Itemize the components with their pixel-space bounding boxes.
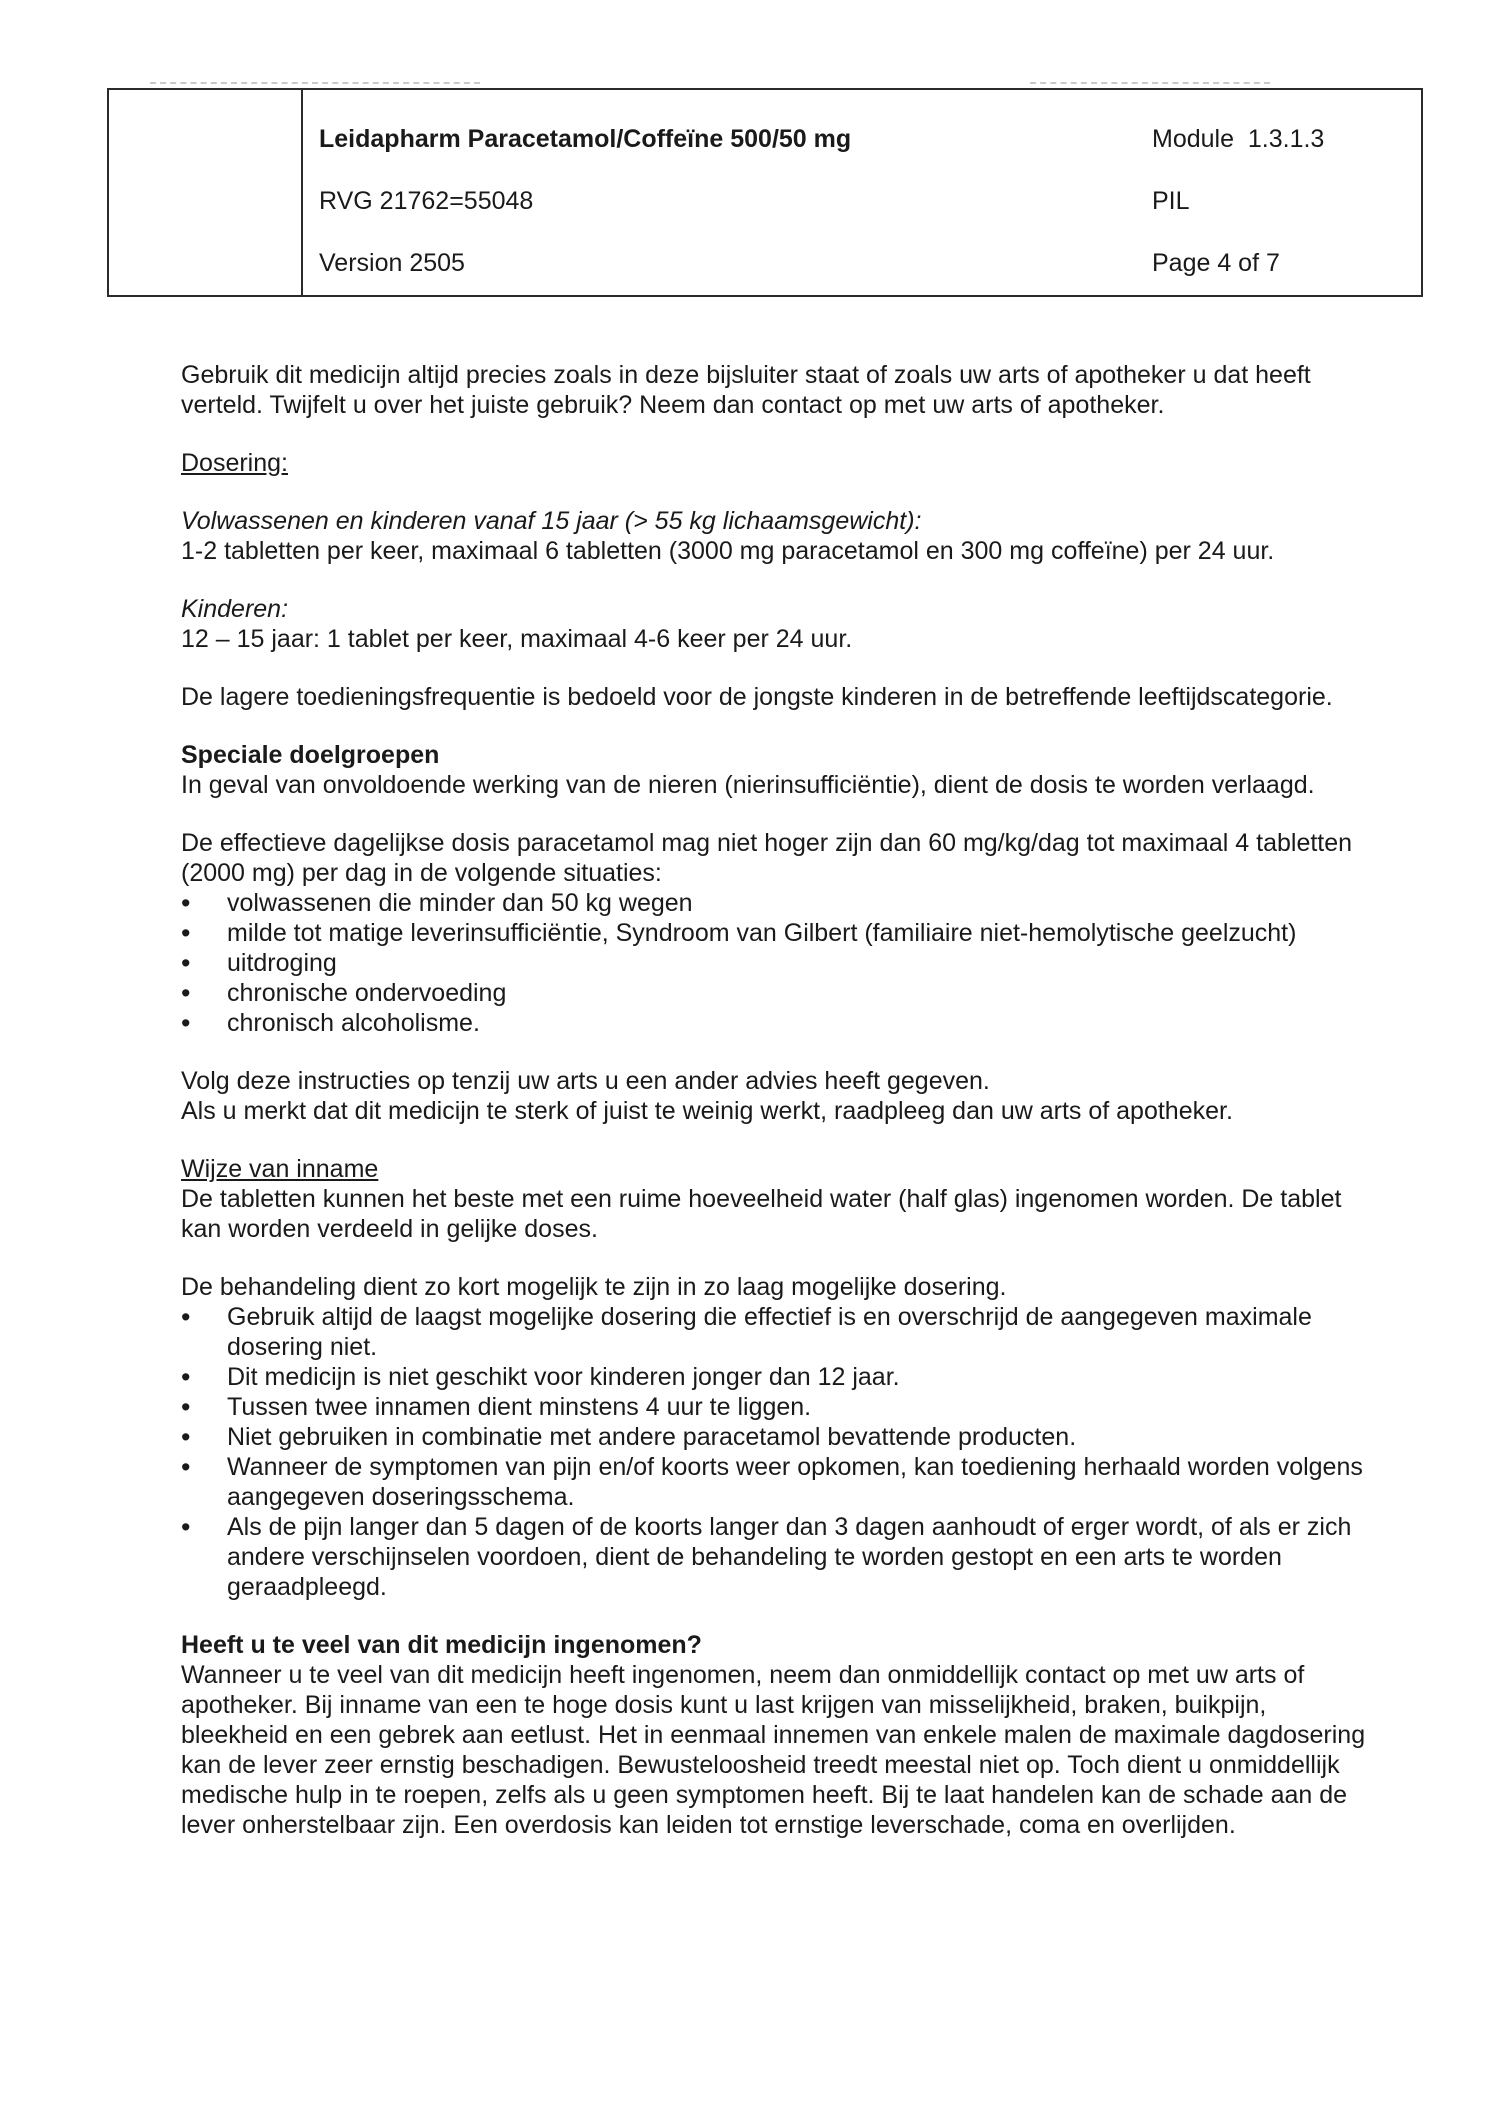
lagere-paragraph: De lagere toedieningsfrequentie is bedoeld voor de jongste kinderen in de betreffende leeftijdscategorie. (181, 683, 1333, 711)
header-row-3 (319, 248, 1421, 278)
effectieve-section (181, 828, 1366, 1038)
volg-line-1: Volg deze instructies op tenzij uw arts u een ander advies heeft gegeven. (181, 1067, 990, 1095)
volwassenen-section (181, 506, 1366, 566)
scan-artifact-line (1030, 82, 1270, 84)
overdose-text: Wanneer u te veel van dit medicijn heeft ingenomen, neem dan onmiddellijk contact op met uw arts of apotheker. Bij inname van een te hoge dosis kunt u last krijgen van misselijkheid, braken, buikpijn, bleekheid en een gebrek aan eetlust. Het in eenmaal innemen van enkele malen de maximale dagdosering kan de lever zeer ernstig beschadigen. Bewusteloosheid treedt meestal niet op. Toch dient u onmiddellijk medische hulp in te roepen, zelfs als u geen symptomen heeft. Bij te laat handelen kan de schade aan de lever onherstelbaar zijn. Een overdosis kan leiden tot ernstige leverschade, coma en overlijden. (181, 1661, 1366, 1839)
volwassenen-heading: Volwassenen en kinderen vanaf 15 jaar (> 55 kg lichaamsgewicht): (181, 507, 922, 535)
list-item (181, 1008, 1366, 1038)
volg-section (181, 1066, 1366, 1126)
kinderen-section (181, 594, 1366, 654)
bullet-icon: • (181, 1302, 191, 1332)
overdose-section (181, 1630, 1366, 1840)
list-item (181, 918, 1366, 948)
scan-artifact-line (150, 82, 480, 84)
module-label: Module 1.3.1.3 (1152, 125, 1325, 153)
list-item (181, 1422, 1366, 1452)
list-item-text: milde tot matige leverinsufficiëntie, Syndroom van Gilbert (familiaire niet-hemolytische geelzucht) (227, 919, 1297, 947)
speciale-heading: Speciale doelgroepen (181, 741, 440, 769)
body-text (181, 360, 1366, 1868)
behandeling-section (181, 1272, 1366, 1602)
list-item-text: Wanneer de symptomen van pijn en/of koorts weer opkomen, kan toediening herhaald worden volgens aangegeven doseringsschema. (227, 1453, 1363, 1511)
effectieve-text: De effectieve dagelijkse dosis paracetamol mag niet hoger zijn dan 60 mg/kg/dag tot maximaal 4 tabletten (2000 mg) per dag in de volgende situaties: (181, 829, 1353, 887)
rvg-number: RVG 21762=55048 (319, 187, 534, 215)
list-item-text: chronisch alcoholisme. (227, 1009, 480, 1037)
list-item (181, 1512, 1366, 1602)
list-item-text: Als de pijn langer dan 5 dagen of de koorts langer dan 3 dagen aanhoudt of erger wordt, of als er zich andere verschijnselen voordoen, dient de behandeling te worden gestopt en een arts te worden geraadpleegd. (227, 1513, 1352, 1601)
header-cell-empty (109, 90, 303, 295)
list-item-text: Gebruik altijd de laagst mogelijke dosering die effectief is en overschrijd de aangegeven maximale dosering niet. (227, 1303, 1312, 1361)
list-item (181, 1392, 1366, 1422)
volg-line-2: Als u merkt dat dit medicijn te sterk of juist te weinig werkt, raadpleeg dan uw arts of apotheker. (181, 1097, 1233, 1125)
wijze-section (181, 1154, 1366, 1244)
bullet-icon: • (181, 1452, 191, 1482)
header-row-1 (319, 124, 1421, 154)
overdose-heading: Heeft u te veel van dit medicijn ingenomen? (181, 1631, 702, 1659)
list-item (181, 948, 1366, 978)
bullet-icon: • (181, 1512, 191, 1542)
product-title: Leidapharm Paracetamol/Coffeïne 500/50 mg (319, 125, 852, 153)
volwassenen-text: 1-2 tabletten per keer, maximaal 6 tabletten (3000 mg paracetamol en 300 mg coffeïne) per 24 uur. (181, 537, 1275, 565)
list-item-text: volwassenen die minder dan 50 kg wegen (227, 889, 693, 917)
bullet-icon: • (181, 1392, 191, 1422)
speciale-text: In geval van onvoldoende werking van de nieren (nierinsufficiëntie), dient de dosis te worden verlaagd. (181, 771, 1315, 799)
header-table (107, 88, 1423, 297)
wijze-heading: Wijze van inname (181, 1155, 379, 1183)
doc-type-label: PIL (1152, 187, 1190, 215)
situaties-list (181, 888, 1366, 1038)
list-item-text: uitdroging (227, 949, 337, 977)
list-item (181, 978, 1366, 1008)
bullet-icon: • (181, 918, 191, 948)
dosering-heading: Dosering: (181, 449, 288, 477)
kinderen-text: 12 – 15 jaar: 1 tablet per keer, maximaal 4-6 keer per 24 uur. (181, 625, 853, 653)
bullet-icon: • (181, 948, 191, 978)
bullet-icon: • (181, 1362, 191, 1392)
bullet-icon: • (181, 978, 191, 1008)
header-cell-content (303, 90, 1421, 295)
list-item-text: Niet gebruiken in combinatie met andere paracetamol bevattende producten. (227, 1423, 1077, 1451)
list-item-text: chronische ondervoeding (227, 979, 507, 1007)
kinderen-heading: Kinderen: (181, 595, 289, 623)
page-number: Page 4 of 7 (1152, 249, 1280, 277)
intro-paragraph: Gebruik dit medicijn altijd precies zoals in deze bijsluiter staat of zoals uw arts of apotheker u dat heeft verteld. Twijfelt u over het juiste gebruik? Neem dan contact op met uw arts of apotheker. (181, 361, 1311, 419)
behandeling-text: De behandeling dient zo kort mogelijk te zijn in zo laag mogelijke dosering. (181, 1273, 1007, 1301)
bullet-icon: • (181, 1422, 191, 1452)
list-item (181, 1452, 1366, 1512)
version-label: Version 2505 (319, 249, 465, 277)
speciale-section (181, 740, 1366, 800)
list-item-text: Tussen twee innamen dient minstens 4 uur te liggen. (227, 1393, 812, 1421)
wijze-text: De tabletten kunnen het beste met een ruime hoeveelheid water (half glas) ingenomen worden. De tablet kan worden verdeeld in gelijke doses. (181, 1185, 1342, 1243)
list-item (181, 888, 1366, 918)
bullet-icon: • (181, 888, 191, 918)
list-item (181, 1362, 1366, 1392)
bullet-icon: • (181, 1008, 191, 1038)
list-item (181, 1302, 1366, 1362)
header-row-2 (319, 186, 1421, 216)
list-item-text: Dit medicijn is niet geschikt voor kinderen jonger dan 12 jaar. (227, 1363, 900, 1391)
behandeling-list (181, 1302, 1366, 1602)
